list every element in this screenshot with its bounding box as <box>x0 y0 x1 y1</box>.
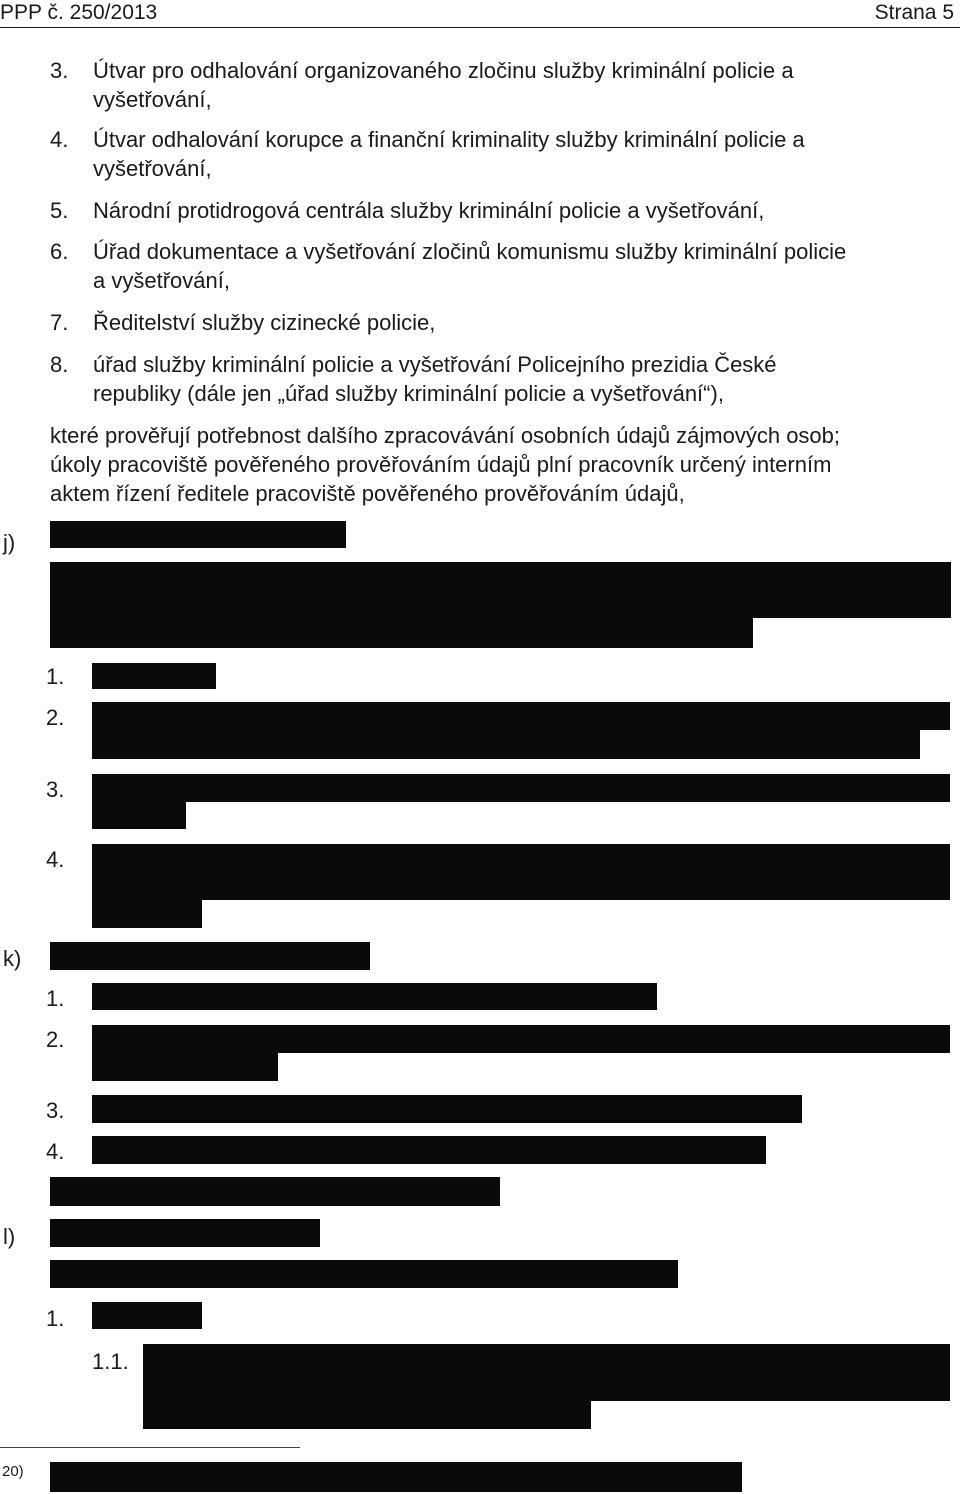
redaction-block <box>92 844 950 900</box>
list-item-text: Útvar odhalování korupce a finanční kriminality služby kriminální policie a <box>93 127 805 152</box>
redaction-block <box>143 1400 591 1429</box>
redaction-block <box>92 774 950 802</box>
list-item-text: vyšetřování, <box>93 156 212 181</box>
redaction-block <box>92 702 950 730</box>
redaction-block <box>50 521 346 548</box>
redaction-block <box>92 663 216 689</box>
section-marker-l: l) <box>3 1224 16 1249</box>
list-item-text: Ředitelství služby cizinecké policie, <box>93 310 436 335</box>
redaction-block <box>92 899 202 928</box>
list-item-number: 5. <box>50 198 69 223</box>
header-document-number: PPP č. 250/2013 <box>0 1 158 24</box>
header-page-number: Strana 5 <box>874 1 954 24</box>
list-item-number: 6. <box>50 239 69 264</box>
redaction-block <box>50 562 951 618</box>
redaction-block <box>92 1302 202 1329</box>
header-rule <box>0 27 960 28</box>
subitem-number: 1. <box>46 986 65 1011</box>
footnote-rule <box>0 1447 300 1448</box>
redaction-block <box>92 1136 766 1164</box>
list-item-text: Úřad dokumentace a vyšetřování zločinů komunismu služby kriminální policie <box>93 239 847 264</box>
section-marker-j: j) <box>3 530 16 555</box>
redaction-block <box>50 617 753 648</box>
paragraph-line: aktem řízení ředitele pracoviště pověřeného prověřováním údajů, <box>50 481 685 506</box>
subitem-number: 1. <box>46 664 65 689</box>
subitem-number: 2. <box>46 1027 65 1052</box>
footnote-marker: 20) <box>2 1463 24 1480</box>
redaction-block <box>50 942 370 970</box>
subitem-number: 4. <box>46 1139 65 1164</box>
redaction-block <box>92 729 920 759</box>
subitem-number: 1. <box>46 1306 65 1331</box>
subitem-number: 2. <box>46 705 65 730</box>
list-item-text: republiky (dále jen „úřad služby kriminální policie a vyšetřování“), <box>93 381 724 406</box>
list-item-text: úřad služby kriminální policie a vyšetřování Policejního prezidia České <box>93 352 777 377</box>
list-item-number: 7. <box>50 310 69 335</box>
list-item-text: Národní protidrogová centrála služby kriminální policie a vyšetřování, <box>93 198 765 223</box>
redaction-block <box>50 1260 678 1288</box>
list-item-text: vyšetřování, <box>93 87 212 112</box>
redaction-block <box>92 801 186 829</box>
section-marker-k: k) <box>3 946 22 971</box>
paragraph-line: úkoly pracoviště pověřeného prověřováním údajů plní pracovník určený interním <box>50 452 832 477</box>
subitem-number: 4. <box>46 847 65 872</box>
redaction-block <box>92 1095 802 1123</box>
list-item-number: 3. <box>50 58 69 83</box>
redaction-block <box>50 1177 500 1206</box>
list-item-text: Útvar pro odhalování organizovaného zločinu služby kriminální policie a <box>93 58 794 83</box>
subitem-number: 3. <box>46 1098 65 1123</box>
list-item-number: 8. <box>50 352 69 377</box>
subitem-number: 3. <box>46 777 65 802</box>
redaction-block <box>50 1219 320 1247</box>
list-item-text: a vyšetřování, <box>93 268 230 293</box>
subitem-number: 1.1. <box>92 1349 129 1374</box>
redaction-block <box>143 1344 950 1401</box>
redaction-block <box>92 1052 278 1081</box>
list-item-number: 4. <box>50 127 69 152</box>
paragraph-line: které prověřují potřebnost dalšího zpracovávání osobních údajů zájmových osob; <box>50 423 841 448</box>
redaction-block <box>92 1025 950 1053</box>
redaction-block <box>50 1462 742 1492</box>
redaction-block <box>92 983 657 1010</box>
